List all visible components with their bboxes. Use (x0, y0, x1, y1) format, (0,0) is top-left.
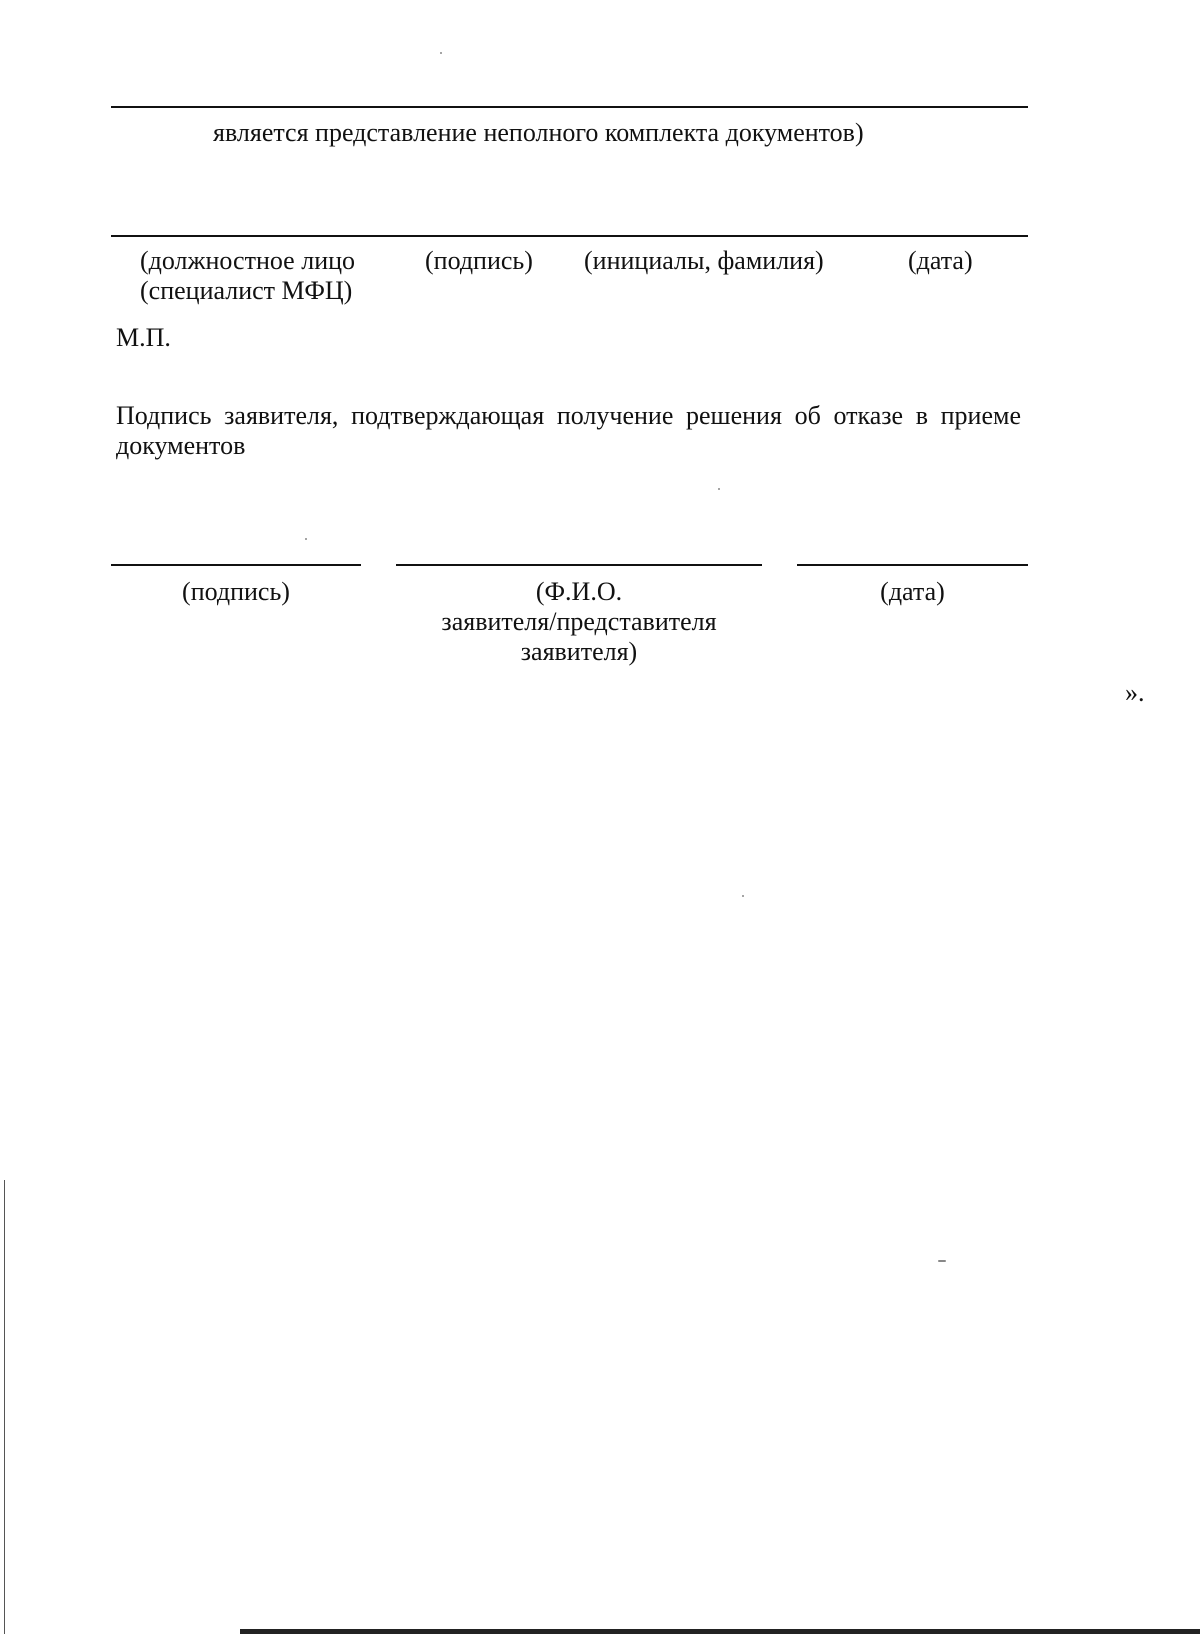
applicant-signature-rule (111, 564, 361, 566)
official-position-label (140, 246, 355, 306)
official-position-line1: (должностное лицо (140, 246, 356, 275)
applicant-fio-line3: заявителя) (520, 637, 638, 666)
scan-bottom-edge (240, 1629, 1200, 1634)
scan-speck (440, 52, 442, 54)
applicant-date-rule (797, 564, 1028, 566)
closing-quote-mark: ». (1125, 678, 1145, 707)
applicant-statement: Подпись заявителя, подтверждающая получение решения об отказе в приеме документов (116, 401, 1021, 460)
applicant-fio-line2: заявителя/представителя (441, 607, 717, 636)
official-signature-label: (подпись) (425, 246, 533, 275)
scan-speck (718, 488, 720, 490)
scan-speck (742, 895, 744, 897)
applicant-fio-line1: (Ф.И.О. (535, 577, 623, 606)
official-initials-label: (инициалы, фамилия) (584, 246, 824, 275)
scan-speck (305, 538, 307, 540)
header-line-text: является представление неполного комплекта документов) (213, 118, 864, 147)
stamp-place: М.П. (116, 323, 171, 352)
applicant-fio-rule (396, 564, 762, 566)
scan-left-edge (4, 1180, 5, 1634)
official-date-label: (дата) (908, 246, 973, 275)
scan-speck (938, 1260, 946, 1262)
applicant-signature-label: (подпись) (182, 577, 290, 606)
top-rule (111, 106, 1028, 108)
applicant-fio-label (396, 577, 762, 667)
applicant-date-label: (дата) (880, 577, 945, 606)
official-signature-rule (111, 235, 1028, 237)
official-position-line2: (специалист МФЦ) (140, 276, 353, 305)
